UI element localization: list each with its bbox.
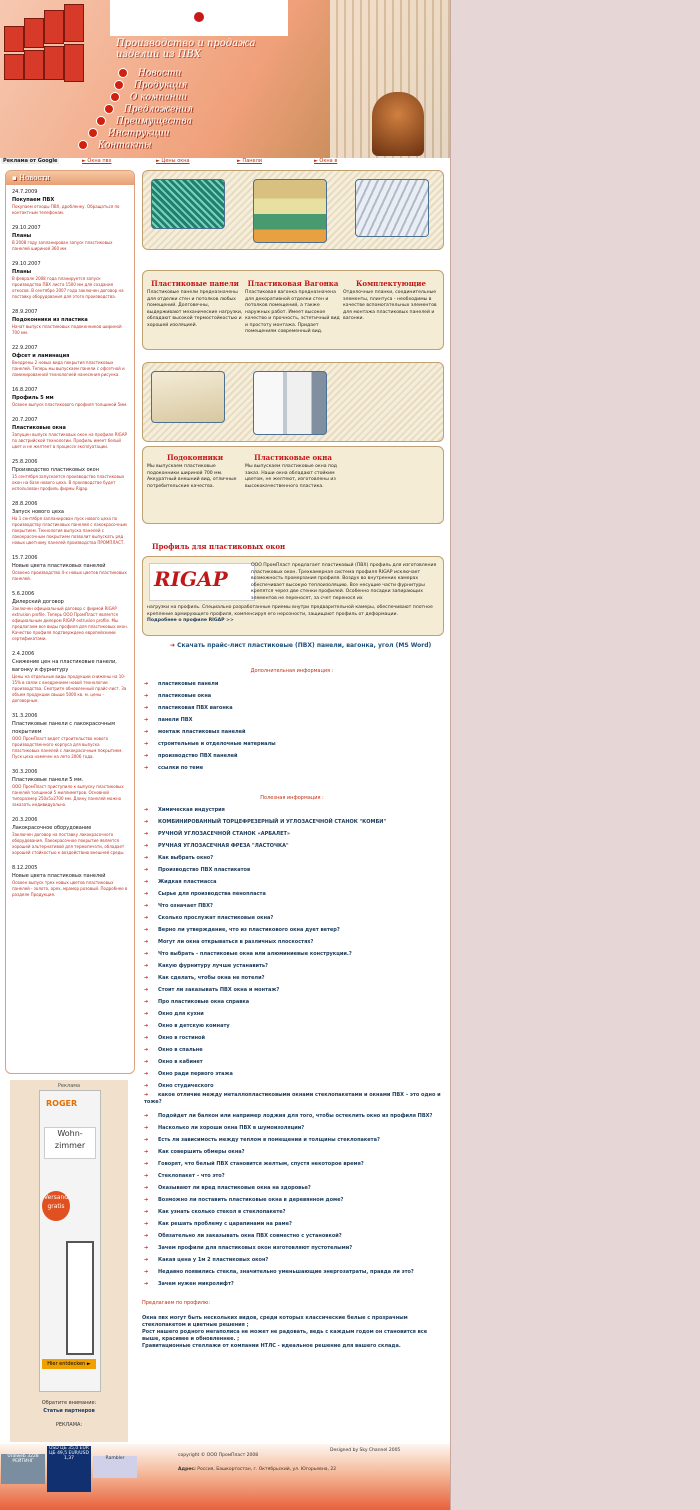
menu-item-news[interactable]: Новости [118,68,181,79]
arrow-icon: ➔ [144,1209,149,1215]
menu-bullet-icon [110,92,120,102]
info-link[interactable] [144,1044,444,1056]
ad-sidebar [10,1080,128,1442]
menu-bullet-icon [118,68,128,78]
windowsill-image[interactable] [151,371,225,423]
products-image-row-1 [142,170,444,250]
news-item [12,501,128,546]
copyright: copyright © ООО ПромПласт 2008 [178,1453,259,1458]
info-link[interactable] [144,1266,444,1278]
news-item [12,459,128,492]
info-link-label: какое отличие между металлопластиковыми окнами стеклопакетами и окнами ПВХ – это одно и тоже? [144,1092,441,1105]
info-link-label: Какую фурнитуру лучше устанавить? [158,963,268,969]
info-link[interactable] [144,1194,444,1206]
menu-bullet-icon [88,128,98,138]
roller-ad-banner[interactable] [39,1090,101,1392]
card-panels [147,279,243,329]
info-link[interactable] [144,1230,444,1242]
info-link[interactable] [144,714,444,726]
info-link-label: пластиковая ПВХ вагонка [158,705,233,711]
info-link[interactable] [144,750,444,762]
arrow-icon: ➔ [144,693,149,699]
recommendation-1[interactable]: Окна пвх могут быть нескольких видов, среди которых классические белые с прозрачным стеклопакетом и цветные решения ; [142,1315,408,1328]
info-link-label: Насколько ли хороши окна ПВХ в шумоизоляции? [158,1125,305,1131]
info-link[interactable] [144,690,444,702]
info-link-label: пластиковые панели [158,681,219,687]
news-date: 28.8.2006 [12,501,38,507]
arrow-icon: ➔ [144,1047,149,1053]
news-text: Запущен выпуск пластиковых окон на профиле RIGAP по австрийской технологии. Профиль имеет белый цвет и не желтеет в процессе эксплуатации. [12,432,127,449]
news-text: 15 сентября запускается производство пластиковых окон на базе нового цеха. В производстве будет использован профиль фирмы Rigap. [12,474,125,491]
arrow-icon: ➔ [144,999,149,1005]
info-link[interactable] [144,1020,444,1032]
info-link[interactable] [144,912,444,924]
news-date: 24.7.2009 [12,189,38,195]
news-text: ООО ПромПласт ведет строительство нового производственного корпуса для выпуска пластиковых панелей с лакокрасочным покрытием. Пуск цеха намечен на лето 2006 года. [12,736,123,759]
news-date: 31.3.2006 [12,713,38,719]
info-link[interactable] [144,936,444,948]
info-link-label: Окно ради первого этажа [158,1071,233,1077]
rigap-text-2-body: нагрузки на профиль. Специально разработанные приемы внутри предварительной камеры, обеспечивают плотное крепление армирующего профиля, компенсируя его нерозности, защищают профиль от деформации. [147,605,433,617]
ads-label: РЕКЛАМА: [55,1422,83,1428]
info-link[interactable] [144,1278,444,1290]
card-accessories [343,279,439,323]
arrow-icon: ➔ [144,1149,149,1155]
ad-label: Реклама [57,1083,81,1089]
ad-versand-badge: Versand gratis [42,1191,70,1221]
news-heading: ▪ Новости [6,171,134,185]
info-link[interactable] [144,852,444,864]
info-link-label: Оказывают ли вред пластиковые окна на здоровье? [158,1185,311,1191]
ad-link-windows-in[interactable]: ► Окна в [314,158,338,164]
news-date: 20.3.2006 [12,817,38,823]
footer [0,1444,450,1510]
arrow-icon: ➔ [144,1092,149,1098]
recommendations-title: Предлагаем по профилю: [142,1300,210,1306]
rigap-text-1: ООО ПромПласт предлагает пластиковый (ПВХ) профиль для изготовления пластиковых окон. Трехкамерная система профиля RIGAP исключает возможность промерзания профиля. Воздух во внутренних камерах обеспечивает высокую теплоизоляцию. Все несущие части фурнитуры крепятся через две стенки профилей. Особенно посадки запирающих элементов не переносят, за счет перенося их [251,563,437,601]
recommendation-3[interactable]: Гравитационные стеллажи от компании НТЛС - идеальное решение для вашего склада. [142,1343,401,1349]
info-link[interactable] [144,1080,444,1092]
arrow-icon: ➔ [144,1035,149,1041]
info-link-label: строительные и отделочные материалы [158,741,276,747]
info-link[interactable] [144,840,444,852]
menu-item-instructions[interactable]: Инструкции [88,128,170,139]
page-background-right [450,0,700,1510]
news-date: 29.10.2007 [12,261,41,267]
arrow-icon: ➔ [144,831,149,837]
info-link-label: пластиковые окна [158,693,212,699]
info-link[interactable] [144,1158,444,1170]
news-text: Заключен официальный договор с фирмой RIGAP extrusion profile. Теперь ООО ПромПласт является официальным дилером RIGAP extrusion profile. Мы предлагаем все виды профиля для пластиковых окон. Качество профиля подтверждено европейскими сертификатами. [12,606,128,641]
arrow-icon: ➔ [144,951,149,957]
info-link-label: Окно студического [158,1083,214,1089]
news-date: 25.8.2006 [12,459,38,465]
info-link[interactable] [144,828,444,840]
info-link[interactable] [144,738,444,750]
arrow-icon: ➔ [144,1233,149,1239]
news-title[interactable]: Пластиковые панели 5 мм. [12,777,84,783]
recommendation-2[interactable]: Рост нашего родного мегаполиса не может не радовать, ведь с каждым годом он становится все выше, красивее и обновленнее. ; [142,1329,428,1342]
extra-info-list [144,678,444,774]
arrow-icon: ➔ [144,843,149,849]
info-link-label: Окно в кабинет [158,1059,203,1065]
statue-image [372,92,424,156]
info-link[interactable] [144,1092,444,1110]
arrow-icon: ➔ [144,903,149,909]
news-date: 8.12.2005 [12,865,38,871]
arrow-icon: ➔ [144,1125,149,1131]
products-image-row-2 [142,362,444,442]
info-link-label: Сырье для производства пенопласта [158,891,266,897]
arrow-icon: ➔ [144,987,149,993]
news-item [12,555,128,582]
info-link[interactable] [144,1170,444,1182]
arrow-icon: ➔ [144,753,149,759]
info-link-label: Окно в детскую комнату [158,1023,230,1029]
profile-section-title: Профиль для пластиковых окон [152,542,286,551]
info-link[interactable] [144,1068,444,1080]
info-link-label: Стоит ли заказывать ПВХ окна и монтаж? [158,987,280,993]
info-link[interactable] [144,924,444,936]
useful-info-list [144,804,444,1290]
info-link[interactable] [144,816,444,828]
header-slogan: Производство и продажа изделий из ПВХ [116,38,256,60]
arrow-icon: ➔ [144,1173,149,1179]
info-link-label: Зачем нужен микролифт? [158,1281,234,1287]
info-link-label: Как узнать сколько стекол в стеклопакете? [158,1209,286,1215]
info-link-label: Верно ли утверждение, что из пластикового окна дует ветер? [158,927,340,933]
arrow-icon: ➔ [144,939,149,945]
menu-bullet-icon [104,104,114,114]
card-lining-text: Пластиковая вагонка предназначена для декоративной отделки стен и потолков помещений, а также наружных работ. Имеет высокое качество и прочность, эстетичный вид и простоту монтажа. Придает помещениям современный вид. [245,290,340,334]
news-text: Покупаем отходы ПВХ, дробленку. Обращаться по контактным телефонам. [12,204,120,215]
arrow-icon: ➔ [144,1083,149,1089]
arrow-icon: ➔ [144,1221,149,1227]
news-list [6,185,134,911]
info-link[interactable] [144,1122,444,1134]
arrow-icon: ➔ [144,1161,149,1167]
arrow-icon: ➔ [144,963,149,969]
currency-informer[interactable]: USD ЦБ 35,0 EUR ЦБ 49,5 EUR/USD 1,37 [47,1446,91,1492]
ad-link-panels[interactable]: ► Панели [237,158,263,164]
news-date: 20.7.2007 [12,417,38,423]
news-date: 30.3.2006 [12,769,38,775]
news-title[interactable]: Пластиковые панели с лакокрасочным покрытием [12,721,115,735]
card-accessories-text: Отделочные планки, соединительные элементы, плинтуса - необходимы в качестве вспомогательных элементов для монтажа пластиковых панелей и вагонки. [343,290,437,321]
arrow-icon: ➔ [170,642,178,649]
info-link[interactable] [144,1056,444,1068]
info-link-label: панели ПВХ [158,717,193,723]
info-link[interactable] [144,876,444,888]
info-link[interactable] [144,762,444,774]
news-title[interactable]: Подоконники из пластика [12,317,88,323]
info-link[interactable] [144,1254,444,1266]
card-windowsills-title[interactable]: Подоконники [166,453,224,462]
info-link-label: Про пластиковые окна справка [158,999,250,1005]
news-item [12,189,128,216]
ad-brand: ROGER [46,1099,78,1108]
news-item [12,651,128,704]
info-link-label: Что выбрать - пластиковые окна или алюминиевые конструкции.? [158,951,352,957]
news-item [12,417,128,450]
arrow-icon: ➔ [144,891,149,897]
accessories-image[interactable] [355,179,429,237]
news-title[interactable]: Производство пластиковых окон [12,467,99,473]
info-link-label: Какая цена у 1м 2 пластиковых окон? [158,1257,269,1263]
info-link-label: Окно в гостиной [158,1035,205,1041]
info-link[interactable] [144,726,444,738]
card-windows-title[interactable]: Пластиковые окна [254,453,332,462]
info-link-label: Как сделать, чтобы окна не потели? [158,975,265,981]
news-text: Цены на отдельные виды продукции снижены на 10-15% в связи с внедрением новой технологии производства. Смотрите обновленный прайс-лист. За объем продукции свыше 5000 кв. м. цены - договорные. [12,674,127,703]
info-link[interactable] [144,1146,444,1158]
news-item [12,591,128,642]
info-link-label: КОМБИНИРОВАННЫЙ ТОРЦЕФРЕЗЕРНЫЙ И УГЛОЗАСЕЧНОЙ СТАНОК "КОМБИ" [158,819,387,825]
info-link-label: Могут ли окна открываться в различных плоскостях? [158,939,314,945]
arrow-icon: ➔ [144,1197,149,1203]
arrow-icon: ➔ [144,915,149,921]
ad-cabinet-image [66,1241,94,1355]
info-link[interactable] [144,1008,444,1020]
info-link[interactable] [144,972,444,984]
news-date: 2.4.2006 [12,651,35,657]
arrow-icon: ➔ [144,879,149,885]
news-sidebar [5,170,135,1074]
designed-by: Designed by Sky Channel 2005 [330,1448,401,1453]
news-date: 28.9.2007 [12,309,38,315]
arrow-icon: ➔ [144,1281,149,1287]
news-title[interactable]: Покупаем ПВХ [12,197,55,203]
menu-bullet-icon [78,140,88,150]
info-link[interactable] [144,804,444,816]
info-link[interactable] [144,1110,444,1122]
arrow-icon: ➔ [144,1137,149,1143]
news-date: 22.9.2007 [12,345,38,351]
info-link[interactable] [144,678,444,690]
arrow-icon: ➔ [144,1185,149,1191]
news-item [12,345,128,378]
arrow-icon: ➔ [144,1269,149,1275]
info-link-label: Что означает ПВХ? [158,903,213,909]
info-link-label: Обязательно ли заказывать окна ПВХ совместно с установкой? [158,1233,342,1239]
useful-info-title: Полезная информация : [260,795,324,801]
news-item [12,769,128,808]
card-lining [245,279,341,336]
arrow-icon: ➔ [144,741,149,747]
info-link-label: Зачем профили для пластиковых окон изготовляют пустотелыми? [158,1245,353,1251]
product-cards-2 [142,446,444,524]
marble-panel-image[interactable] [151,179,225,229]
news-date: 5.6.2006 [12,591,35,597]
news-text: В 2008 году запланирован запуск пластиковых панелей шириной 360 мм. [12,240,113,251]
arrow-icon: ➔ [144,1011,149,1017]
rigap-text-2 [147,605,439,625]
arrow-icon: ➔ [144,705,149,711]
info-link-label: РУЧНАЯ УГЛОЗАСЕЧНАЯ ФРЕЗА "ЛАСТОЧКА" [158,843,289,849]
info-link[interactable] [144,960,444,972]
card-windows-text: Мы выпускаем пластиковые окна под заказ. Наши окна обладают стойким цветом, не желтеют, изготовлены из высококачественного пластика. [245,464,337,489]
arrow-icon: ➔ [144,975,149,981]
info-link-label: монтаж пластиковых панелей [158,729,246,735]
flower-icon [194,12,204,22]
arrow-icon: ➔ [144,1023,149,1029]
info-link-label: Говорят, что белый ПВХ становится желтым, спустя некоторое время? [158,1161,364,1167]
news-text: Заключен договор на поставку лакокрасочного оборудования. Лакокрасочное покрытие является хорошей альтернативой для термопечати, обладает хорошей стойкостью к воздействию внешней среды [12,832,125,855]
info-link-label: Подойдет ли балкон или например лоджия для того, чтобы остеклить окно из профиля ПВХ? [158,1113,433,1119]
info-link-label: Сколько прослужат пластиковые окна? [158,915,274,921]
menu-item-advantages[interactable]: Преимущества [96,116,192,127]
product-cards-1 [142,270,444,350]
news-title[interactable]: Планы [12,269,32,275]
news-item [12,865,128,898]
info-link[interactable] [144,1242,444,1254]
info-link[interactable] [144,900,444,912]
extra-info-title: Дополнительная информация : [250,668,334,674]
arrow-icon: ➔ [144,729,149,735]
arrow-icon: ➔ [144,1245,149,1251]
info-link-label: Окно в спальне [158,1047,203,1053]
google-ads-label: Реклама от Google [3,158,58,164]
ad-wohnzimmer: Wohn-zimmer [44,1127,96,1159]
info-link-label: РУЧНОЙ УГЛОЗАСЕЧНОЙ СТАНОК «АРБАЛЕТ» [158,831,291,837]
partners-link[interactable]: Статьи партнеров [43,1408,95,1414]
info-link-label: Как решать проблему с царапинами на раме? [158,1221,292,1227]
card-windowsills-text: Мы выпускаем пластиковые подоконники шириной 700 мм. Аккуратный внешний вид, отличные потребительские качества. [147,464,237,489]
arrow-icon: ➔ [144,1257,149,1263]
info-link-label: Окно для кухни [158,1011,204,1017]
news-title[interactable]: Лакокрасочное оборудование [12,825,92,831]
news-item [12,713,128,760]
header-banner [0,0,450,158]
news-title[interactable]: Запуск нового цеха [12,509,64,515]
arrow-icon: ➔ [144,1113,149,1119]
notice-label: Обратите внимание: [41,1400,97,1406]
info-link[interactable] [144,984,444,996]
news-item [12,817,128,856]
recommendations [142,1300,444,1350]
news-title[interactable]: Новые цвета пластиковых панелей [12,873,106,879]
news-text: Освоен выпуск трех новых цветов пластиковых панелей - золото, орех, мрамор розовый. Подробнее в разделе Продукция. [12,880,128,897]
info-link-label: производство ПВХ панелей [158,753,238,759]
card-lining-title[interactable]: Пластиковая Вагонка [247,279,339,288]
news-item [12,261,128,300]
arrow-icon: ➔ [144,927,149,933]
info-link-label: ссылки по теме [158,765,204,771]
company-logo-icon [4,4,84,104]
arrow-icon: ➔ [144,681,149,687]
info-link[interactable] [144,1032,444,1044]
news-item [12,225,128,252]
ad-cta-button[interactable]: Hier entdecken ► [42,1359,96,1369]
info-link[interactable] [144,864,444,876]
arrow-icon: ➔ [144,807,149,813]
info-link[interactable] [144,888,444,900]
info-link-label: Как выбрать окно? [158,855,214,861]
menu-item-about[interactable]: О компании [110,92,187,103]
news-title[interactable]: Профиль 5 мм [12,395,54,401]
info-link-label: Недавно появились стекла, значительно уменьшающие энергозатраты, правда ли это? [158,1269,414,1275]
ad-link-prices[interactable]: ► Цены окна [156,158,190,164]
ad-link-bar [0,158,450,166]
arrow-icon: ➔ [144,1071,149,1077]
info-link[interactable] [144,1218,444,1230]
info-link[interactable] [144,1182,444,1194]
ad-link-windows[interactable]: ► Окна пвх [82,158,112,164]
news-text: ООО ПромПласт приступило к выпуску пластиковых панелей толщиной 5 миллиметров. Основной типоразмер 250х5х2700 мм. Длину панелей можно заказать индивидуально. [12,784,124,807]
card-accessories-title[interactable]: Комплектующие [356,279,426,288]
news-item [12,309,128,336]
uralweb-counter[interactable]: Uralweb 3228 РЕЙТИНГ [1,1454,45,1484]
rigap-more-link[interactable]: Подробнее о профиле RIGAP >> [147,618,234,623]
arrow-icon: ➔ [144,717,149,723]
rigap-logo[interactable]: RIGAP [149,563,255,601]
news-title[interactable]: Новые цвета пластиковых панелей [12,563,106,569]
arrow-icon: ➔ [144,819,149,825]
menu-item-products[interactable]: Продукция [114,80,187,91]
info-link-label: Жидкая пластмасса [158,879,217,885]
arrow-icon: ➔ [144,855,149,861]
window-profile-image[interactable] [253,371,327,435]
info-link-label: Есть ли зависимость между теплом в помещении и толщины стеклопакета? [158,1137,380,1143]
news-title[interactable]: Офсет и ламинация [12,353,70,359]
menu-bullet-icon [96,116,106,126]
lining-image[interactable] [253,179,327,243]
card-panels-title[interactable]: Пластиковые панели [151,279,239,288]
news-date: 29.10.2007 [12,225,41,231]
info-link-label: Производство ПВХ пластикатов [158,867,251,873]
rigap-profile-box [142,556,444,636]
price-list-link[interactable]: ➔ Скачать прайс-лист пластиковые (ПВХ) панели, вагонка, угол (MS Word) [170,642,432,649]
menu-item-contacts[interactable]: Контакты [78,140,151,151]
info-link[interactable] [144,996,444,1008]
news-title[interactable]: Дилерский договор [12,599,64,605]
news-text: Внедрены 2 новых вида покрытия пластиковых панелей. Теперь мы выпускаем панели с офсетной и ламинированной технологией нанесения рисунка. [12,360,125,377]
news-item [12,387,128,408]
news-text: Освоено производство 4-х новых цветов пластиковых панелей. [12,570,127,581]
arrow-icon: ➔ [144,765,149,771]
header-top-box [110,0,288,36]
info-link[interactable] [144,1206,444,1218]
menu-bullet-icon [114,80,124,90]
arrow-icon: ➔ [144,1059,149,1065]
news-title[interactable]: Снижение цен на пластиковые панели, вагонку и фурнитуру [12,659,117,673]
news-text: В феврале 2008 года планируется запуск производства ПВХ листа 1500 мм для создания откосов. В сентябре 2007 года заключен договор на поставку оборудования для этого производства. [12,276,124,299]
info-link[interactable] [144,702,444,714]
info-link-label: Возможно ли поставить пластиковые окна в деревянном доме? [158,1197,344,1203]
info-link[interactable] [144,948,444,960]
rambler-counter[interactable]: Rambler [93,1456,137,1478]
arrow-icon: ➔ [144,867,149,873]
card-windowsills [147,453,243,490]
address: Адрес: Россия, Башкортостан, г. Октябрьский, ул. Югорьевна, 22 [178,1467,337,1472]
menu-item-offers[interactable]: Предложения [104,104,193,115]
card-panels-text: Пластиковые панели предназначены для отделки стен и потолков любых помещений. Долговечны, выдерживают механические нагрузки, обладают высокой термостойкостью и хорошей изоляцией. [147,290,243,328]
card-windows [245,453,341,490]
news-text: Начат выпуск пластиковых подоконников шириной 700 мм. [12,324,122,335]
info-link-label: Как совершить обмеры окна? [158,1149,245,1155]
info-link-label: Стеклопакет – что это? [158,1173,225,1179]
news-text: Освоен выпуск пластикового профиля толщиной 5мм. [12,402,128,407]
info-link[interactable] [144,1134,444,1146]
news-text: На 1 сентября запланирован пуск нового цеха по производству пластиковых панелей с лакокрасочным покрытием. Технология выпуска панелей с лакокрасочным покрытием позволит выпускать ряд новых цветному панелей производства ПРОМПЛАСТ. [12,516,127,545]
news-date: 16.8.2007 [12,387,38,393]
info-link-label: Химическая индустрия [158,807,225,813]
news-title[interactable]: Пластиковые окна [12,425,66,431]
news-title[interactable]: Планы [12,233,32,239]
news-date: 15.7.2006 [12,555,38,561]
